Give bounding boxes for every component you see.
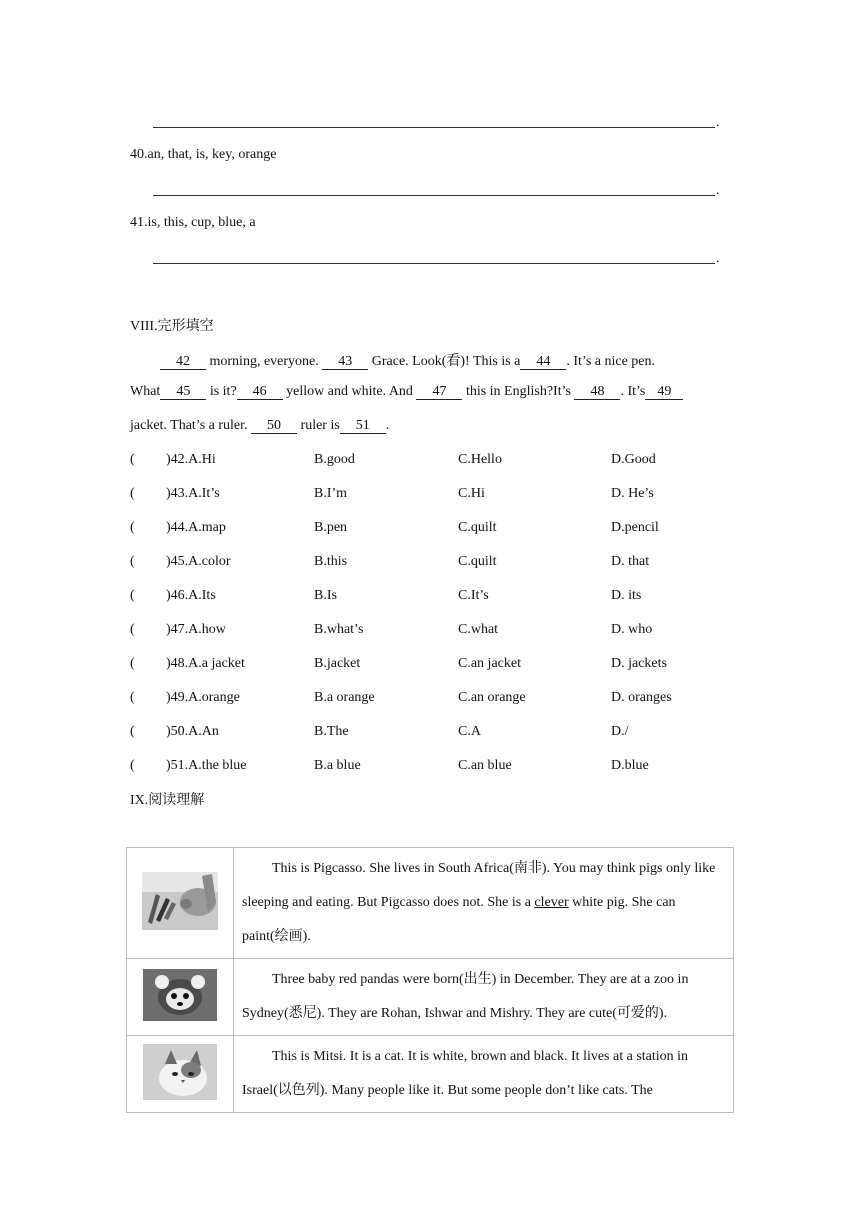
option-a: )48.A.a jacket: [166, 656, 245, 671]
pig-painting-photo-icon: [142, 872, 218, 930]
option-a: )43.A.It’s: [166, 486, 220, 501]
underlined-word-clever: clever: [534, 895, 569, 910]
answer-bracket[interactable]: (: [130, 724, 135, 739]
option-d: D./: [611, 724, 629, 739]
mc-question-row: [130, 622, 750, 642]
question-41-prompt: 41.is, this, cup, blue, a: [130, 215, 256, 230]
answer-bracket[interactable]: (: [130, 758, 135, 773]
option-c: C.an blue: [458, 758, 512, 773]
option-d: D. jackets: [611, 656, 667, 671]
option-c: C.quilt: [458, 520, 497, 535]
option-b: B.good: [314, 452, 355, 467]
option-d: D.Good: [611, 452, 656, 467]
option-a: )44.A.map: [166, 520, 226, 535]
reading-image-cell: [127, 848, 234, 959]
cloze-passage-line-2: What 45 is it? 46 yellow and white. And 47 this in English?It’s 48 . It’s 49: [130, 384, 683, 400]
answer-period-41: .: [716, 251, 720, 266]
option-b: B.jacket: [314, 656, 361, 671]
answer-period-39: .: [716, 115, 720, 130]
option-b: B.a blue: [314, 758, 361, 773]
option-c: C.what: [458, 622, 499, 637]
option-a: )51.A.the blue: [166, 758, 247, 773]
red-panda-photo-icon: [143, 969, 217, 1021]
blank-49[interactable]: 49: [645, 385, 683, 400]
option-c: C.Hi: [458, 486, 485, 501]
option-c: C.quilt: [458, 554, 497, 569]
option-d: D. oranges: [611, 690, 672, 705]
option-d: D. that: [611, 554, 650, 569]
blank-50[interactable]: 50: [251, 419, 297, 434]
option-d: D.blue: [611, 758, 649, 773]
option-b: B.I’m: [314, 486, 348, 501]
reading-row-1: [127, 848, 734, 959]
answer-period-40: .: [716, 183, 720, 198]
reading-row-2: [127, 959, 734, 1036]
option-d: D. He’s: [611, 486, 654, 501]
option-b: B.a orange: [314, 690, 375, 705]
answer-bracket[interactable]: (: [130, 690, 135, 705]
answer-line-41[interactable]: [153, 263, 715, 264]
blank-44[interactable]: 44: [520, 355, 566, 370]
cat-photo-icon: [143, 1044, 217, 1100]
reading-text-1: This is Pigcasso. She lives in South Africa(南非). You may think pigs only like sleeping and eating. But Pigcasso does not. She is a clever white pig. She can paint(绘画).: [234, 848, 734, 959]
option-d: D.pencil: [611, 520, 659, 535]
mc-question-row: [130, 486, 750, 506]
option-b: B.The: [314, 724, 349, 739]
option-b: B.what’s: [314, 622, 364, 637]
answer-bracket[interactable]: (: [130, 622, 135, 637]
mc-question-row: [130, 656, 750, 676]
answer-bracket[interactable]: (: [130, 656, 135, 671]
section-8-title: VIII.完形填空: [130, 319, 214, 334]
answer-line-40[interactable]: [153, 195, 715, 196]
answer-bracket[interactable]: (: [130, 486, 135, 501]
mc-question-row: [130, 690, 750, 710]
reading-image-cell: [127, 1036, 234, 1113]
option-c: C.Hello: [458, 452, 502, 467]
reading-image-cell: [127, 959, 234, 1036]
option-c: C.It’s: [458, 588, 489, 603]
option-c: C.an jacket: [458, 656, 521, 671]
reading-text-3: This is Mitsi. It is a cat. It is white, brown and black. It lives at a station in Israel(以色列). Many people like it. But some people don’t like cats. The: [234, 1036, 734, 1113]
option-a: )50.A.An: [166, 724, 219, 739]
option-a: )46.A.Its: [166, 588, 216, 603]
option-c: C.an orange: [458, 690, 526, 705]
mc-question-row: [130, 554, 750, 574]
answer-bracket[interactable]: (: [130, 520, 135, 535]
mc-question-row: [130, 452, 750, 472]
answer-bracket[interactable]: (: [130, 588, 135, 603]
reading-row-3: [127, 1036, 734, 1113]
blank-42[interactable]: 42: [160, 355, 206, 370]
option-a: )47.A.how: [166, 622, 226, 637]
mc-question-row: [130, 758, 750, 778]
option-a: )45.A.color: [166, 554, 231, 569]
cloze-passage-line-3: jacket. That’s a ruler. 50 ruler is 51 .: [130, 418, 390, 433]
blank-43[interactable]: 43: [322, 355, 368, 370]
option-d: D. its: [611, 588, 642, 603]
blank-46[interactable]: 46: [237, 385, 283, 400]
option-a: )49.A.orange: [166, 690, 240, 705]
blank-48[interactable]: 48: [574, 385, 620, 400]
option-b: B.this: [314, 554, 348, 569]
mc-question-row: [130, 520, 750, 540]
option-b: B.Is: [314, 588, 337, 603]
reading-table: [126, 847, 734, 1113]
blank-47[interactable]: 47: [416, 385, 462, 400]
mc-question-row: [130, 724, 750, 744]
blank-51[interactable]: 51: [340, 419, 386, 434]
option-b: B.pen: [314, 520, 348, 535]
option-c: C.A: [458, 724, 481, 739]
question-40-prompt: 40.an, that, is, key, orange: [130, 147, 277, 162]
cloze-passage-line-1: 42 morning, everyone. 43 Grace. Look(看)! This is a 44 . It’s a nice pen.: [160, 350, 655, 370]
reading-text-2: Three baby red pandas were born(出生) in December. They are at a zoo in Sydney(悉尼). They are Rohan, Ishwar and Mishry. They are cute(可爱的).: [234, 959, 734, 1036]
option-a: )42.A.Hi: [166, 452, 216, 467]
option-d: D. who: [611, 622, 653, 637]
mc-question-row: [130, 588, 750, 608]
section-9-title: IX.阅读理解: [130, 793, 205, 808]
answer-bracket[interactable]: (: [130, 452, 135, 467]
answer-line-39[interactable]: [153, 127, 715, 128]
answer-bracket[interactable]: (: [130, 554, 135, 569]
blank-45[interactable]: 45: [160, 385, 206, 400]
